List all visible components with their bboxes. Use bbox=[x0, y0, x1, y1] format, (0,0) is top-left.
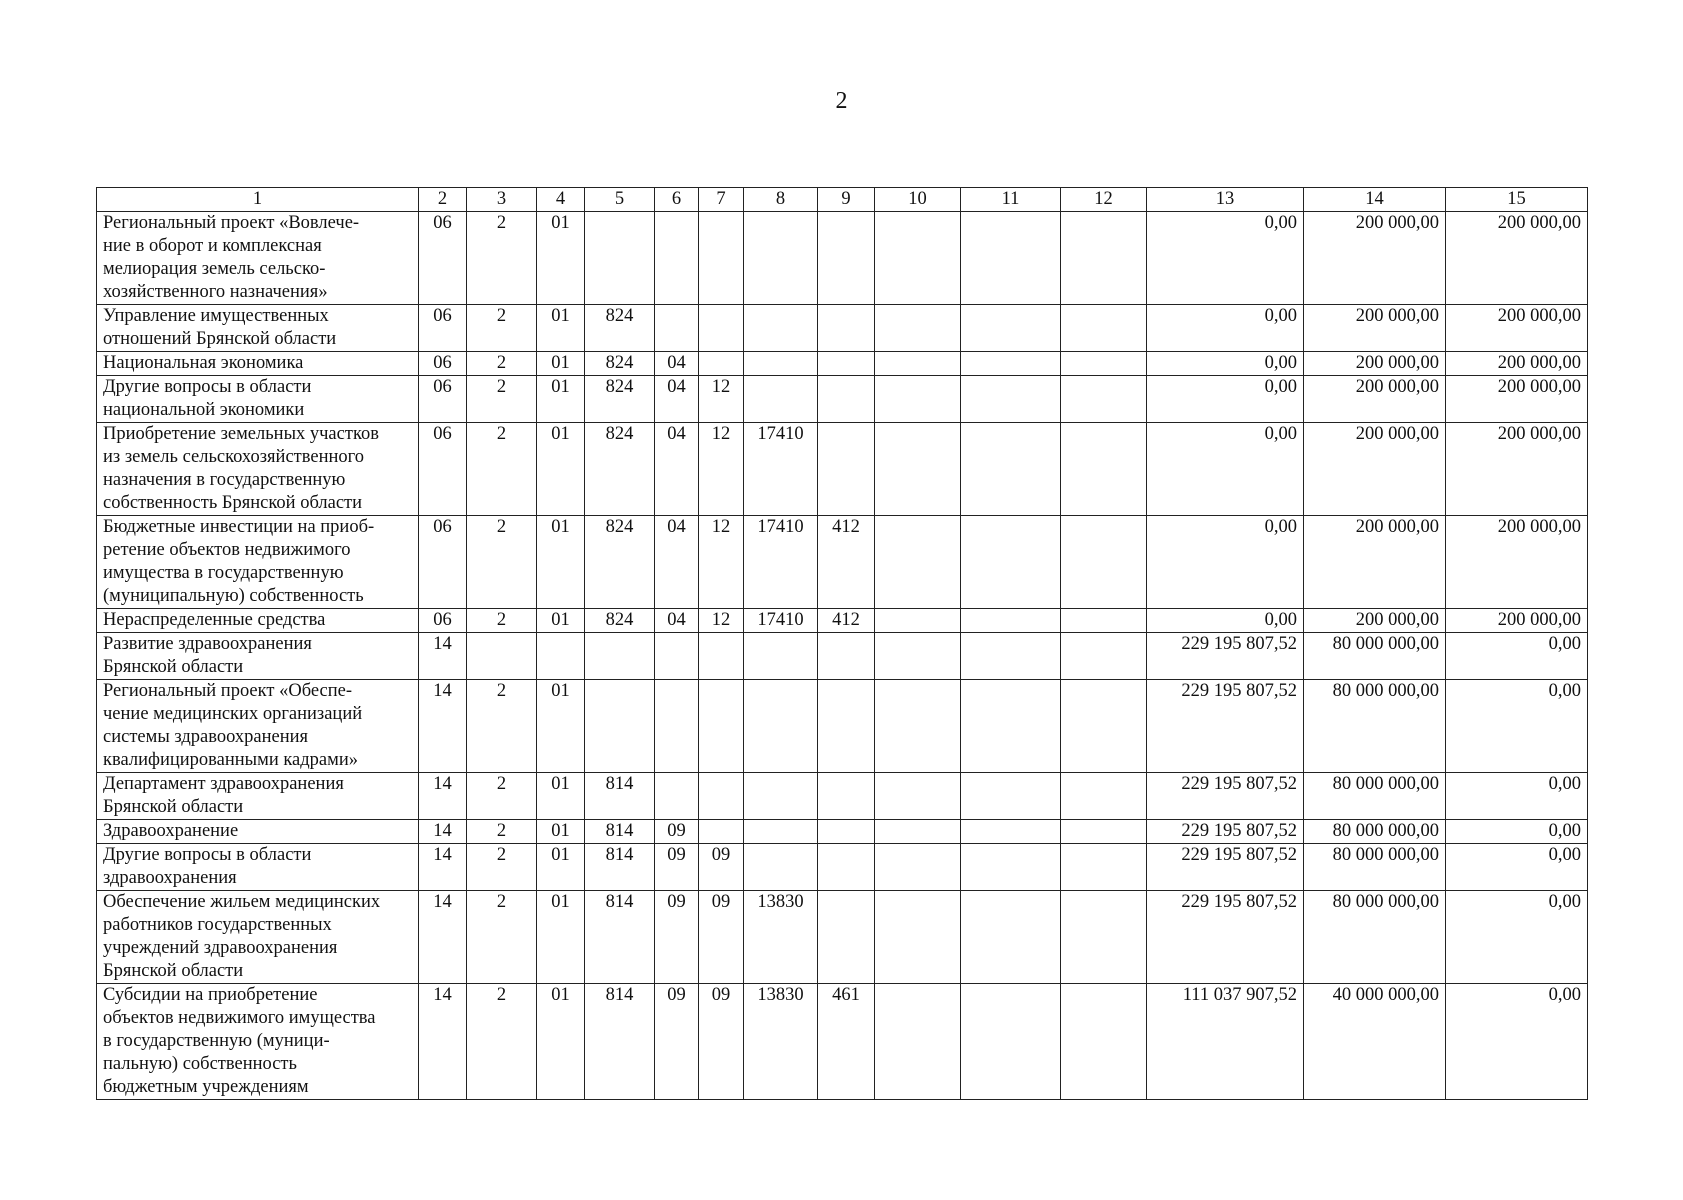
col-12-cell bbox=[1061, 305, 1147, 352]
col-11-cell bbox=[961, 820, 1061, 844]
col-3-cell: 2 bbox=[467, 820, 537, 844]
col-2-cell: 14 bbox=[419, 844, 467, 891]
col-4-cell: 01 bbox=[537, 984, 585, 1100]
col-9-cell bbox=[818, 773, 875, 820]
col-header-12: 12 bbox=[1061, 188, 1147, 212]
col-6-cell: 09 bbox=[655, 891, 699, 984]
col-9-cell: 412 bbox=[818, 609, 875, 633]
col-3-cell: 2 bbox=[467, 352, 537, 376]
col-6-cell: 09 bbox=[655, 820, 699, 844]
col-11-cell bbox=[961, 633, 1061, 680]
row-name-cell: Развитие здравоохранения Брянской области bbox=[97, 633, 419, 680]
col-10-cell bbox=[875, 633, 961, 680]
col-11-cell bbox=[961, 773, 1061, 820]
table-row bbox=[97, 820, 1588, 844]
col-12-cell bbox=[1061, 984, 1147, 1100]
col-9-cell bbox=[818, 376, 875, 423]
col-10-cell bbox=[875, 516, 961, 609]
col-8-cell bbox=[744, 633, 818, 680]
col-7-cell: 12 bbox=[699, 423, 744, 516]
col-10-cell bbox=[875, 773, 961, 820]
col-4-cell: 01 bbox=[537, 891, 585, 984]
col-11-cell bbox=[961, 680, 1061, 773]
table-row bbox=[97, 423, 1588, 516]
col-2-cell: 14 bbox=[419, 984, 467, 1100]
col-3-cell bbox=[467, 633, 537, 680]
col-4-cell bbox=[537, 633, 585, 680]
col-5-cell bbox=[585, 212, 655, 305]
col-9-cell bbox=[818, 212, 875, 305]
table-row bbox=[97, 516, 1588, 609]
col-9-cell bbox=[818, 305, 875, 352]
col-15-cell: 200 000,00 bbox=[1446, 609, 1588, 633]
col-3-cell: 2 bbox=[467, 891, 537, 984]
col-8-cell: 17410 bbox=[744, 516, 818, 609]
col-15-cell: 0,00 bbox=[1446, 891, 1588, 984]
col-13-cell: 229 195 807,52 bbox=[1147, 773, 1304, 820]
table-row bbox=[97, 609, 1588, 633]
col-3-cell: 2 bbox=[467, 680, 537, 773]
col-11-cell bbox=[961, 844, 1061, 891]
col-7-cell bbox=[699, 820, 744, 844]
col-2-cell: 06 bbox=[419, 305, 467, 352]
col-9-cell bbox=[818, 680, 875, 773]
col-5-cell bbox=[585, 633, 655, 680]
col-8-cell bbox=[744, 376, 818, 423]
col-12-cell bbox=[1061, 633, 1147, 680]
col-2-cell: 14 bbox=[419, 633, 467, 680]
col-12-cell bbox=[1061, 844, 1147, 891]
col-header-3: 3 bbox=[467, 188, 537, 212]
col-4-cell: 01 bbox=[537, 844, 585, 891]
col-5-cell bbox=[585, 680, 655, 773]
table-body bbox=[97, 212, 1588, 1100]
col-13-cell: 0,00 bbox=[1147, 305, 1304, 352]
col-4-cell: 01 bbox=[537, 376, 585, 423]
col-7-cell: 12 bbox=[699, 516, 744, 609]
col-6-cell bbox=[655, 305, 699, 352]
col-4-cell: 01 bbox=[537, 305, 585, 352]
table-row bbox=[97, 773, 1588, 820]
col-14-cell: 80 000 000,00 bbox=[1304, 844, 1446, 891]
col-7-cell: 12 bbox=[699, 376, 744, 423]
col-6-cell bbox=[655, 633, 699, 680]
col-6-cell: 09 bbox=[655, 984, 699, 1100]
col-header-9: 9 bbox=[818, 188, 875, 212]
col-9-cell bbox=[818, 352, 875, 376]
col-4-cell: 01 bbox=[537, 609, 585, 633]
table-row bbox=[97, 376, 1588, 423]
col-3-cell: 2 bbox=[467, 376, 537, 423]
col-header-1: 1 bbox=[97, 188, 419, 212]
col-8-cell bbox=[744, 680, 818, 773]
col-7-cell bbox=[699, 352, 744, 376]
col-5-cell: 814 bbox=[585, 820, 655, 844]
col-14-cell: 200 000,00 bbox=[1304, 212, 1446, 305]
col-5-cell: 824 bbox=[585, 609, 655, 633]
col-14-cell: 40 000 000,00 bbox=[1304, 984, 1446, 1100]
table-row bbox=[97, 984, 1588, 1100]
col-9-cell: 461 bbox=[818, 984, 875, 1100]
col-3-cell: 2 bbox=[467, 609, 537, 633]
row-name-cell: Субсидии на приобретение объектов недвижимого имущества в государственную (муници- пальную) собственность бюджетным учреждениям bbox=[97, 984, 419, 1100]
row-name-cell: Здравоохранение bbox=[97, 820, 419, 844]
header-row bbox=[97, 188, 1588, 212]
col-2-cell: 14 bbox=[419, 773, 467, 820]
col-7-cell: 12 bbox=[699, 609, 744, 633]
col-15-cell: 200 000,00 bbox=[1446, 305, 1588, 352]
col-7-cell bbox=[699, 305, 744, 352]
col-14-cell: 80 000 000,00 bbox=[1304, 633, 1446, 680]
col-9-cell bbox=[818, 423, 875, 516]
col-8-cell: 17410 bbox=[744, 423, 818, 516]
col-15-cell: 0,00 bbox=[1446, 844, 1588, 891]
col-11-cell bbox=[961, 891, 1061, 984]
col-header-6: 6 bbox=[655, 188, 699, 212]
col-8-cell: 17410 bbox=[744, 609, 818, 633]
col-header-2: 2 bbox=[419, 188, 467, 212]
col-7-cell: 09 bbox=[699, 891, 744, 984]
col-14-cell: 200 000,00 bbox=[1304, 516, 1446, 609]
col-9-cell bbox=[818, 891, 875, 984]
col-15-cell: 200 000,00 bbox=[1446, 352, 1588, 376]
col-3-cell: 2 bbox=[467, 423, 537, 516]
col-13-cell: 0,00 bbox=[1147, 609, 1304, 633]
col-14-cell: 200 000,00 bbox=[1304, 376, 1446, 423]
col-13-cell: 0,00 bbox=[1147, 516, 1304, 609]
table-row bbox=[97, 305, 1588, 352]
col-13-cell: 229 195 807,52 bbox=[1147, 844, 1304, 891]
col-8-cell: 13830 bbox=[744, 891, 818, 984]
row-name-cell: Другие вопросы в области национальной экономики bbox=[97, 376, 419, 423]
col-header-7: 7 bbox=[699, 188, 744, 212]
col-12-cell bbox=[1061, 423, 1147, 516]
col-6-cell: 04 bbox=[655, 376, 699, 423]
col-15-cell: 0,00 bbox=[1446, 773, 1588, 820]
col-header-15: 15 bbox=[1446, 188, 1588, 212]
col-7-cell bbox=[699, 773, 744, 820]
col-header-4: 4 bbox=[537, 188, 585, 212]
col-7-cell: 09 bbox=[699, 984, 744, 1100]
col-13-cell: 0,00 bbox=[1147, 352, 1304, 376]
page-number: 2 bbox=[835, 88, 848, 114]
col-7-cell bbox=[699, 212, 744, 305]
col-9-cell bbox=[818, 844, 875, 891]
col-header-11: 11 bbox=[961, 188, 1061, 212]
col-10-cell bbox=[875, 376, 961, 423]
row-name-cell: Бюджетные инвестиции на приоб- ретение объектов недвижимого имущества в государственную (муниципальную) собственность bbox=[97, 516, 419, 609]
col-8-cell bbox=[744, 305, 818, 352]
col-3-cell: 2 bbox=[467, 305, 537, 352]
col-10-cell bbox=[875, 984, 961, 1100]
col-6-cell bbox=[655, 212, 699, 305]
col-13-cell: 229 195 807,52 bbox=[1147, 891, 1304, 984]
col-15-cell: 200 000,00 bbox=[1446, 212, 1588, 305]
col-14-cell: 200 000,00 bbox=[1304, 305, 1446, 352]
col-2-cell: 14 bbox=[419, 891, 467, 984]
col-11-cell bbox=[961, 305, 1061, 352]
col-8-cell bbox=[744, 820, 818, 844]
col-4-cell: 01 bbox=[537, 212, 585, 305]
col-4-cell: 01 bbox=[537, 516, 585, 609]
col-10-cell bbox=[875, 891, 961, 984]
table-row bbox=[97, 633, 1588, 680]
col-11-cell bbox=[961, 516, 1061, 609]
col-11-cell bbox=[961, 376, 1061, 423]
col-5-cell: 824 bbox=[585, 376, 655, 423]
col-8-cell bbox=[744, 773, 818, 820]
col-header-5: 5 bbox=[585, 188, 655, 212]
col-6-cell: 04 bbox=[655, 352, 699, 376]
col-header-13: 13 bbox=[1147, 188, 1304, 212]
row-name-cell: Нераспределенные средства bbox=[97, 609, 419, 633]
col-5-cell: 814 bbox=[585, 891, 655, 984]
table-row bbox=[97, 891, 1588, 984]
col-2-cell: 06 bbox=[419, 212, 467, 305]
col-4-cell: 01 bbox=[537, 423, 585, 516]
col-12-cell bbox=[1061, 212, 1147, 305]
col-11-cell bbox=[961, 609, 1061, 633]
col-2-cell: 14 bbox=[419, 820, 467, 844]
col-6-cell: 04 bbox=[655, 423, 699, 516]
table-row bbox=[97, 352, 1588, 376]
col-header-14: 14 bbox=[1304, 188, 1446, 212]
col-2-cell: 06 bbox=[419, 376, 467, 423]
col-3-cell: 2 bbox=[467, 516, 537, 609]
col-10-cell bbox=[875, 212, 961, 305]
col-10-cell bbox=[875, 305, 961, 352]
col-5-cell: 824 bbox=[585, 423, 655, 516]
col-2-cell: 06 bbox=[419, 609, 467, 633]
col-11-cell bbox=[961, 352, 1061, 376]
row-name-cell: Другие вопросы в области здравоохранения bbox=[97, 844, 419, 891]
col-8-cell bbox=[744, 212, 818, 305]
col-7-cell bbox=[699, 633, 744, 680]
col-2-cell: 06 bbox=[419, 352, 467, 376]
col-13-cell: 111 037 907,52 bbox=[1147, 984, 1304, 1100]
col-6-cell: 04 bbox=[655, 516, 699, 609]
col-14-cell: 200 000,00 bbox=[1304, 352, 1446, 376]
col-15-cell: 200 000,00 bbox=[1446, 516, 1588, 609]
col-9-cell bbox=[818, 633, 875, 680]
col-10-cell bbox=[875, 352, 961, 376]
col-15-cell: 0,00 bbox=[1446, 820, 1588, 844]
col-15-cell: 0,00 bbox=[1446, 680, 1588, 773]
col-2-cell: 06 bbox=[419, 516, 467, 609]
col-14-cell: 200 000,00 bbox=[1304, 609, 1446, 633]
col-11-cell bbox=[961, 212, 1061, 305]
budget-table bbox=[96, 187, 1588, 1100]
col-2-cell: 06 bbox=[419, 423, 467, 516]
col-6-cell: 04 bbox=[655, 609, 699, 633]
col-5-cell: 814 bbox=[585, 984, 655, 1100]
col-12-cell bbox=[1061, 516, 1147, 609]
col-12-cell bbox=[1061, 609, 1147, 633]
col-15-cell: 0,00 bbox=[1446, 633, 1588, 680]
col-13-cell: 0,00 bbox=[1147, 423, 1304, 516]
row-name-cell: Региональный проект «Обеспе- чение медицинских организаций системы здравоохранения квалифицированными кадрами» bbox=[97, 680, 419, 773]
col-12-cell bbox=[1061, 773, 1147, 820]
col-6-cell: 09 bbox=[655, 844, 699, 891]
col-11-cell bbox=[961, 984, 1061, 1100]
col-12-cell bbox=[1061, 352, 1147, 376]
table-row bbox=[97, 212, 1588, 305]
table-row bbox=[97, 844, 1588, 891]
row-name-cell: Обеспечение жильем медицинских работников государственных учреждений здравоохранения Брянской области bbox=[97, 891, 419, 984]
col-15-cell: 200 000,00 bbox=[1446, 376, 1588, 423]
col-10-cell bbox=[875, 844, 961, 891]
col-5-cell: 814 bbox=[585, 844, 655, 891]
col-14-cell: 80 000 000,00 bbox=[1304, 820, 1446, 844]
col-10-cell bbox=[875, 820, 961, 844]
col-13-cell: 229 195 807,52 bbox=[1147, 680, 1304, 773]
col-8-cell bbox=[744, 844, 818, 891]
row-name-cell: Национальная экономика bbox=[97, 352, 419, 376]
col-4-cell: 01 bbox=[537, 820, 585, 844]
col-9-cell bbox=[818, 820, 875, 844]
col-10-cell bbox=[875, 609, 961, 633]
col-5-cell: 824 bbox=[585, 305, 655, 352]
row-name-cell: Департамент здравоохранения Брянской области bbox=[97, 773, 419, 820]
col-5-cell: 814 bbox=[585, 773, 655, 820]
col-header-8: 8 bbox=[744, 188, 818, 212]
col-14-cell: 200 000,00 bbox=[1304, 423, 1446, 516]
col-6-cell bbox=[655, 773, 699, 820]
col-14-cell: 80 000 000,00 bbox=[1304, 773, 1446, 820]
col-14-cell: 80 000 000,00 bbox=[1304, 680, 1446, 773]
col-8-cell bbox=[744, 352, 818, 376]
row-name-cell: Региональный проект «Вовлече- ние в оборот и комплексная мелиорация земель сельско- хозяйственного назначения» bbox=[97, 212, 419, 305]
col-12-cell bbox=[1061, 891, 1147, 984]
col-4-cell: 01 bbox=[537, 352, 585, 376]
col-14-cell: 80 000 000,00 bbox=[1304, 891, 1446, 984]
col-3-cell: 2 bbox=[467, 773, 537, 820]
col-2-cell: 14 bbox=[419, 680, 467, 773]
col-13-cell: 229 195 807,52 bbox=[1147, 633, 1304, 680]
col-11-cell bbox=[961, 423, 1061, 516]
col-header-10: 10 bbox=[875, 188, 961, 212]
col-7-cell: 09 bbox=[699, 844, 744, 891]
col-4-cell: 01 bbox=[537, 680, 585, 773]
row-name-cell: Управление имущественных отношений Брянской области bbox=[97, 305, 419, 352]
col-3-cell: 2 bbox=[467, 984, 537, 1100]
col-8-cell: 13830 bbox=[744, 984, 818, 1100]
col-13-cell: 0,00 bbox=[1147, 376, 1304, 423]
col-13-cell: 229 195 807,52 bbox=[1147, 820, 1304, 844]
col-12-cell bbox=[1061, 376, 1147, 423]
col-15-cell: 0,00 bbox=[1446, 984, 1588, 1100]
row-name-cell: Приобретение земельных участков из земель сельскохозяйственного назначения в государственную собственность Брянской области bbox=[97, 423, 419, 516]
col-3-cell: 2 bbox=[467, 212, 537, 305]
col-9-cell: 412 bbox=[818, 516, 875, 609]
col-10-cell bbox=[875, 423, 961, 516]
col-12-cell bbox=[1061, 680, 1147, 773]
table-row bbox=[97, 680, 1588, 773]
col-7-cell bbox=[699, 680, 744, 773]
col-6-cell bbox=[655, 680, 699, 773]
col-4-cell: 01 bbox=[537, 773, 585, 820]
col-3-cell: 2 bbox=[467, 844, 537, 891]
col-5-cell: 824 bbox=[585, 516, 655, 609]
col-5-cell: 824 bbox=[585, 352, 655, 376]
col-15-cell: 200 000,00 bbox=[1446, 423, 1588, 516]
col-10-cell bbox=[875, 680, 961, 773]
col-12-cell bbox=[1061, 820, 1147, 844]
col-13-cell: 0,00 bbox=[1147, 212, 1304, 305]
table-header bbox=[97, 188, 1588, 212]
